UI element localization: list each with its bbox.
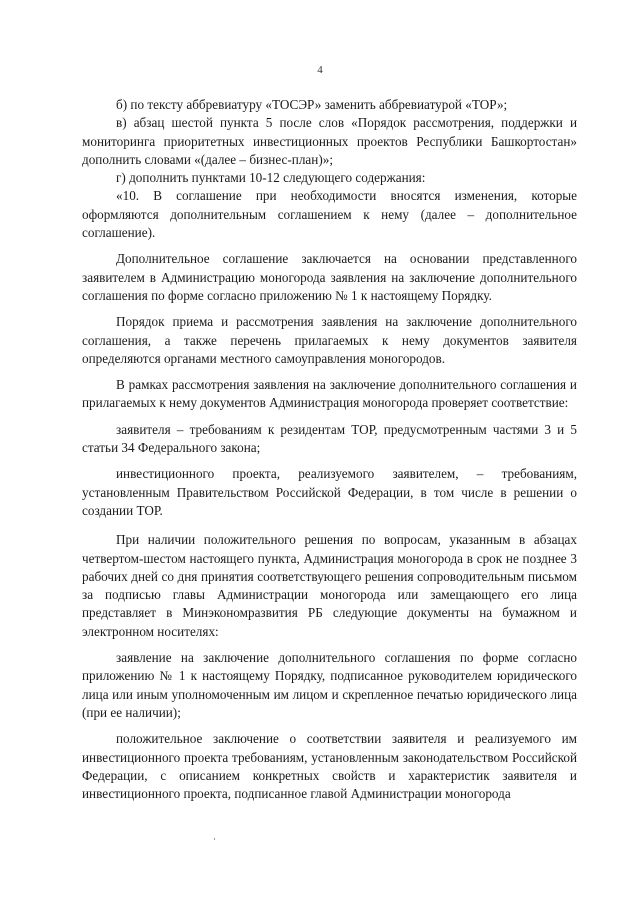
paragraph-investment-project: инвестиционного проекта, реализуемого заявителем, – требованиям, установленным Правительством Российской Федерации, в том числе в решении о создании ТОР. — [82, 466, 577, 518]
paragraph-conclusion: положительное заключение о соответствии заявителя и реализуемого им инвестиционного проекта требованиям, установленным законодательством Российской Федерации, с описанием конкретных свойств и характеристик заявителя и инвестиционного проекта, подписанное главой Администрации моногорода — [82, 731, 577, 802]
scan-speck — [214, 838, 215, 840]
page-number: 4 — [317, 64, 323, 76]
paragraph-b: б) по тексту аббревиатуру «ТОСЭР» заменить аббревиатурой «ТОР»; — [116, 97, 508, 112]
document-body — [82, 96, 577, 803]
paragraph-g: г) дополнить пунктами 10-12 следующего содержания: — [116, 170, 426, 186]
paragraph-v: в) абзац шестой пункта 5 после слов «Порядок рассмотрения, поддержки и мониторинга приоритетных инвестиционных проектов Республики Башкортостан» дополнить словами «(далее – бизнес-план)»; — [82, 115, 577, 167]
paragraph-application: заявление на заключение дополнительного соглашения по форме согласно приложению № 1 к настоящему Порядку, подписанное руководителем юридического лица или иным уполномоченным им лицом и скрепленное печатью юридического лица (при ее наличии); — [82, 650, 577, 720]
paragraph-positive-decision: При наличии положительного решения по вопросам, указанным в абзацах четвертом-шестом настоящего пункта, Администрация моногорода в срок не позднее 3 рабочих дней со дня принятия соответствующего решения сопроводительным письмом за подписью главы Администрации моногорода или замещающего его лица представляет в Минэкономразвития РБ следующие документы на бумажном и электронном носителях: — [82, 532, 577, 639]
paragraph-additional-agreement: Дополнительное соглашение заключается на основании представленного заявителем в Администрацию моногорода заявления на заключение дополнительного соглашения по форме согласно приложению № 1 к настоящему Порядку. — [82, 251, 577, 303]
paragraph-review: В рамках рассмотрения заявления на заключение дополнительного соглашения и прилагаемых к нему документов Администрация моногорода проверяет соответствие: — [82, 377, 577, 411]
paragraph-applicant: заявителя – требованиям к резидентам ТОР, предусмотренным частями 3 и 5 статьи 34 Федерального закона; — [82, 421, 577, 456]
paragraph-procedure: Порядок приема и рассмотрения заявления на заключение дополнительного соглашения, а также перечень прилагаемых к нему документов заявителя определяются органами местного самоуправления моногородов. — [82, 314, 577, 366]
paragraph-item-10: «10. В соглашение при необходимости вносятся изменения, которые оформляются дополнительным соглашением к нему (далее – дополнительное соглашение). — [82, 188, 577, 241]
